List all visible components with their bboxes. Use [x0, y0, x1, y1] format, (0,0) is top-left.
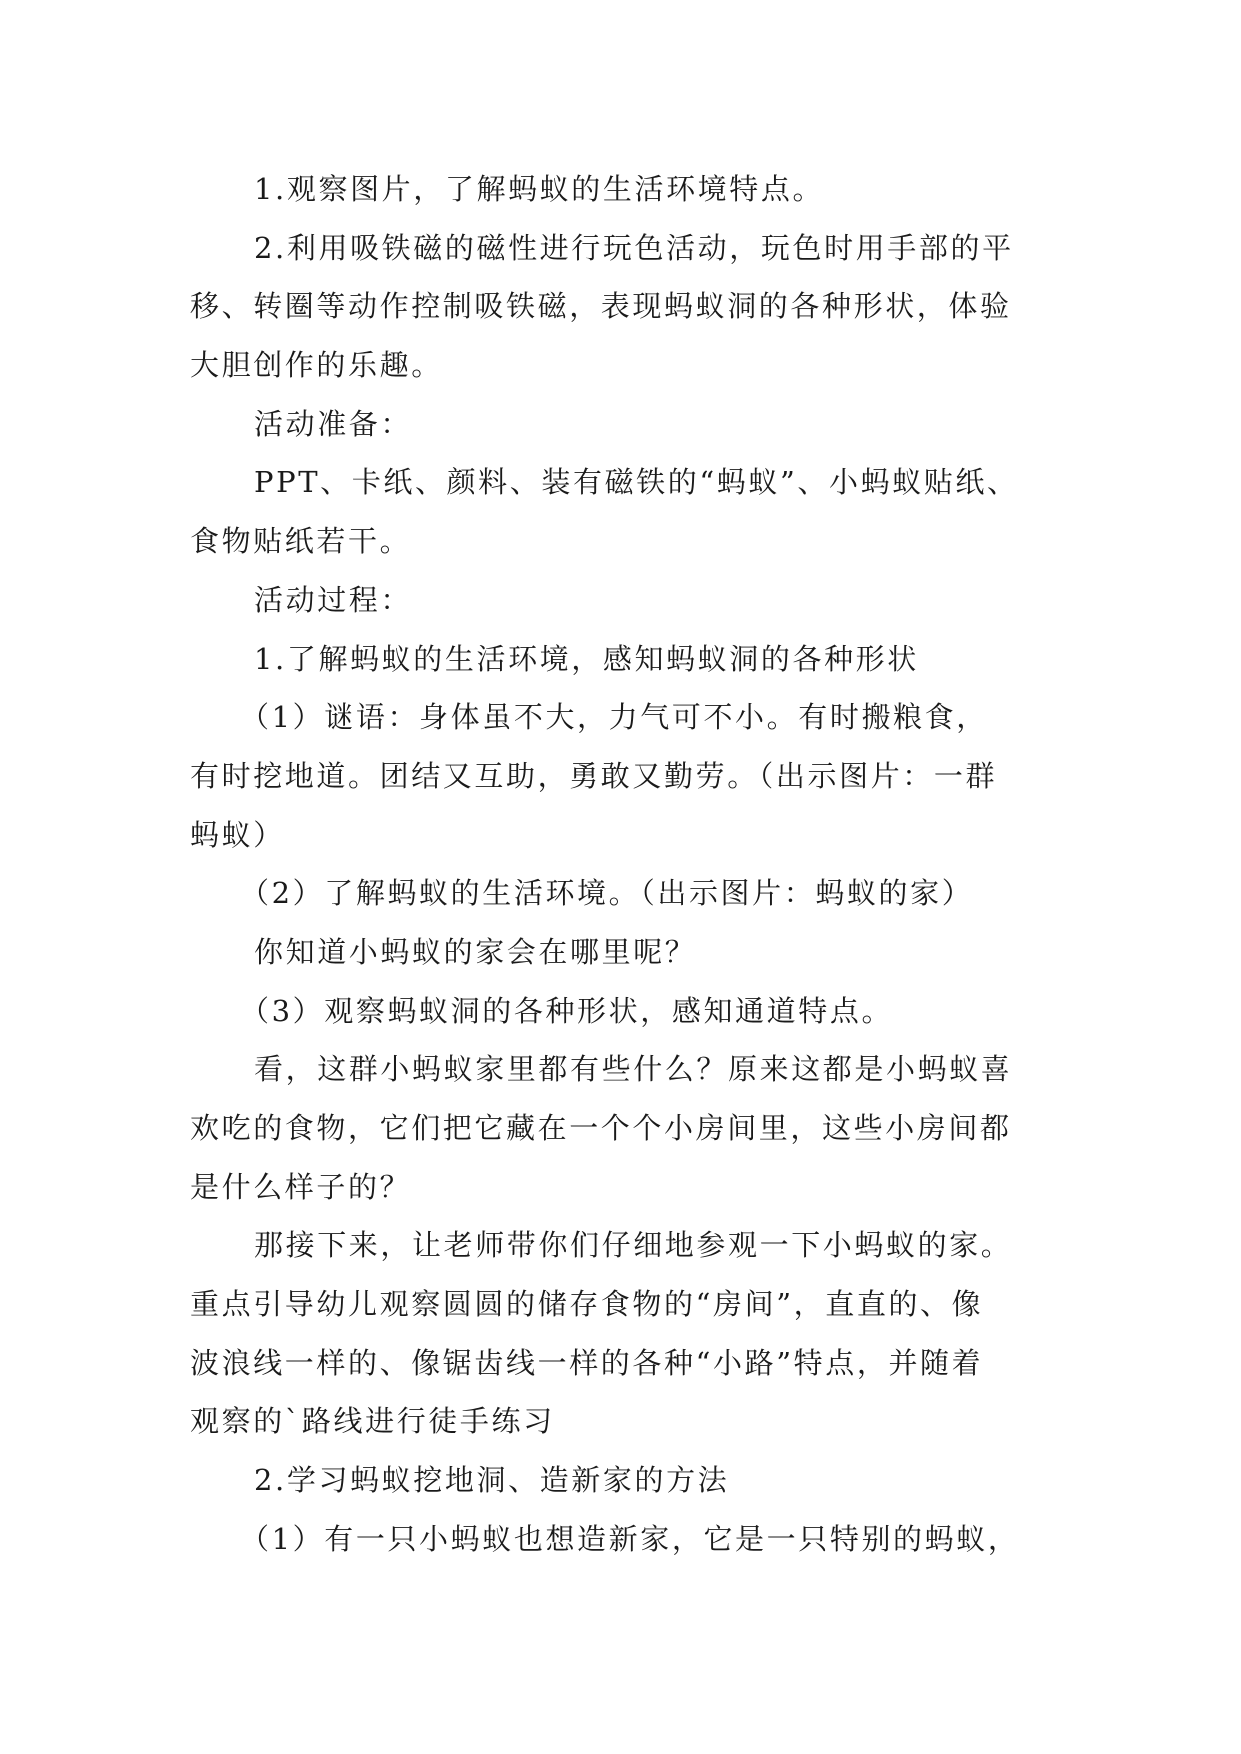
text-line: 那接下来，让老师带你们仔细地参观一下小蚂蚁的家。 [254, 1228, 1013, 1263]
text-line: 1.观察图片，了解蚂蚁的生活环境特点。 [254, 172, 825, 206]
text-line: 观察的`路线进行徒手练习 [190, 1404, 555, 1439]
text-line: （1）有一只小蚂蚁也想造新家，它是一只特别的蚂蚁， [240, 1521, 1020, 1556]
text-line: PPT、卡纸、颜料、装有磁铁的“蚂蚁”、小蚂蚁贴纸、 [254, 465, 1019, 500]
text-line: 蚂蚁） [190, 817, 285, 852]
text-line: 重点引导幼儿观察圆圆的储存食物的“房间”，直直的、像 [190, 1287, 984, 1322]
text-line: 波浪线一样的、像锯齿线一样的各种“小路”特点，并随着 [190, 1345, 984, 1380]
text-line: 是什么样子的？ [190, 1169, 412, 1204]
text-line: 1.了解蚂蚁的生活环境，感知蚂蚁洞的各种形状 [254, 641, 919, 676]
text-line: （3）观察蚂蚁洞的各种形状，感知通道特点。 [240, 993, 894, 1028]
text-line: 欢吃的食物，它们把它藏在一个个小房间里，这些小房间都 [190, 1111, 1012, 1145]
text-line: 有时挖地道。团结又互助，勇敢又勤劳。（出示图片：一群 [190, 758, 998, 793]
text-line: （1）谜语：身体虽不大，力气可不小。有时搬粮食， [240, 700, 988, 735]
text-line: 食物贴纸若干。 [190, 524, 412, 559]
text-line: 大胆创作的乐趣。 [190, 348, 443, 383]
text-line: 2.学习蚂蚁挖地洞、造新家的方法 [254, 1463, 730, 1498]
text-line: 你知道小蚂蚁的家会在哪里呢？ [254, 934, 697, 969]
text-line: 移、转圈等动作控制吸铁磁，表现蚂蚁洞的各种形状，体验 [190, 289, 1012, 324]
text-line: （2）了解蚂蚁的生活环境。（出示图片：蚂蚁的家） [240, 876, 974, 911]
section-heading: 活动过程： [254, 582, 413, 617]
text-line: 看，这群小蚂蚁家里都有些什么？原来这都是小蚂蚁喜 [254, 1052, 1013, 1087]
section-heading: 活动准备： [254, 406, 413, 441]
document-body [190, 160, 1070, 1569]
text-line: 2.利用吸铁磁的磁性进行玩色活动，玩色时用手部的平 [254, 230, 1014, 265]
